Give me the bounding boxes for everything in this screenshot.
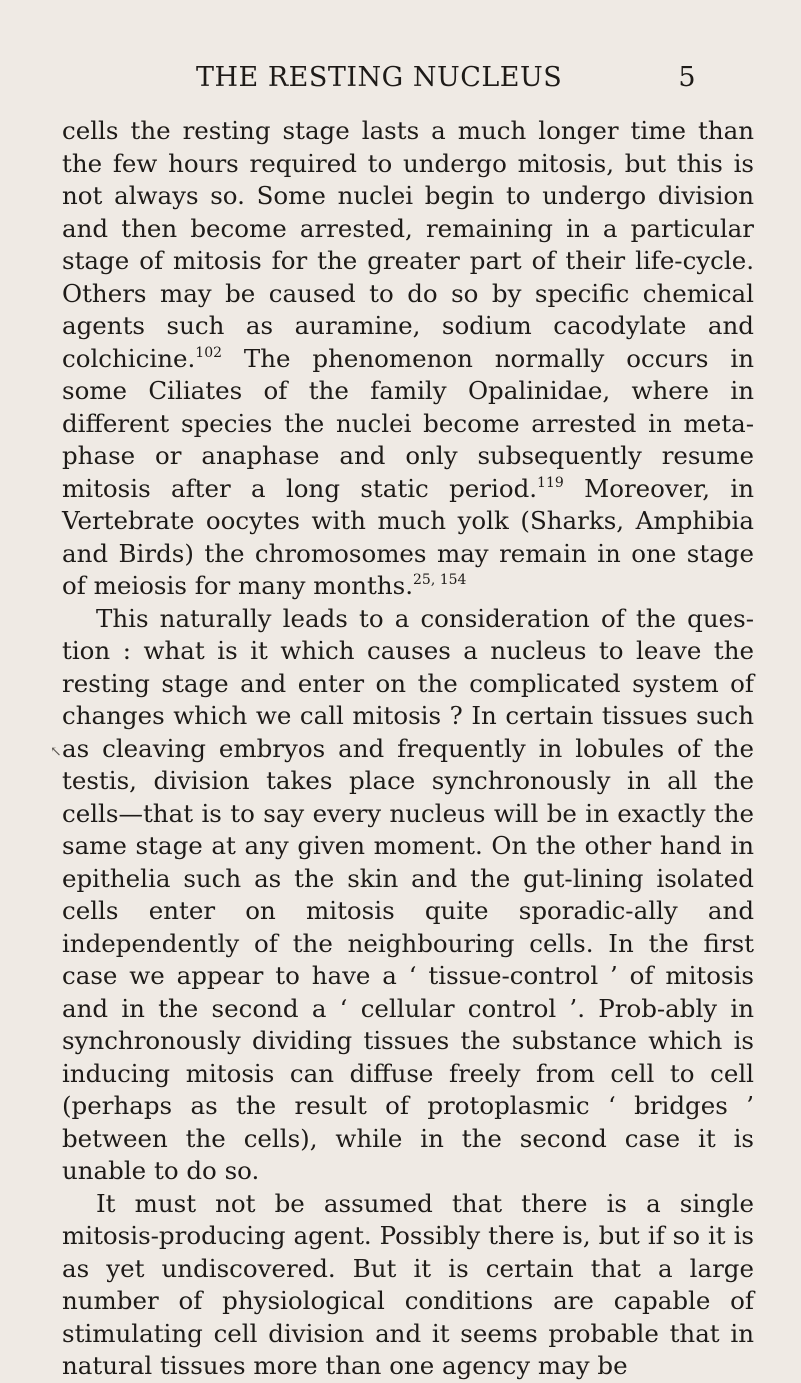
paragraph-2: This naturally leads to a consideration of the ques-tion : what is it which causes a nucleus to leave the resting stage and enter on the complicated system of changes which we call mitosis ? In certain tissues such as cleaving embryos and frequently in lobules of the testis, division takes place synchronously in all the cells—that is to say every nucleus will be in exactly the same stage at any given moment. On the other hand in epithelia such as the skin and the gut-lining isolated cells enter on mitosis quite sporadic-ally and independently of the neighbouring cells. In the first case we appear to have a ‘ tissue-control ’ of mitosis and in the second a ‘ cellular control ’. Prob-ably in synchronously dividing tissues the substance which is inducing mitosis can diffuse freely from cell to cell (perhaps as the result of protoplasmic ‘ bridges ’ between the cells), while in the second case it is unable to do so. bbox=[62, 603, 754, 1185]
footnote-ref-102: 102 bbox=[195, 344, 223, 361]
page-number: 5 bbox=[678, 62, 696, 93]
header-title: THE RESTING NUCLEUS bbox=[196, 62, 563, 93]
margin-mark: ↖ bbox=[50, 744, 62, 760]
paragraph-3: It must not be assumed that there is a single mitosis-producing agent. Possibly there is, but if so it is as yet undiscovered. But it is certain that a large number of physiological conditions are capable of stimulating cell division and it seems probable that in natural tissues more than one agency may be bbox=[62, 1188, 754, 1380]
footnote-ref-25-154: 25, 154 bbox=[413, 572, 467, 588]
body-text bbox=[62, 115, 754, 1383]
paragraph-1-text-a: cells the resting stage lasts a much longer time than the few hours required to undergo mitosis, but this is not always so. Some nuclei begin to undergo division and then become arrested, remaining in a particular stage of mitosis for the greater part of their life-cycle. Others may be caused to do so by specific chemical agents such as auramine, sodium cacodylate and colchicine. bbox=[62, 116, 754, 373]
paragraph-1-text-b: The phenomenon normally occurs in some Ciliates of the family Opalinidae, where in different species the nuclei become arrested in meta-phase or anaphase and only subsequently resume mitosis after a long static period. bbox=[62, 343, 754, 503]
paragraph-1 bbox=[62, 115, 754, 603]
paragraph-1-text-c: Moreover, in Vertebrate oocytes with much yolk (Sharks, Amphibia and Birds) the chromosomes may remain in one stage of meiosis for many months. bbox=[62, 473, 754, 600]
running-header bbox=[196, 62, 696, 94]
footnote-ref-119: 119 bbox=[537, 474, 564, 491]
